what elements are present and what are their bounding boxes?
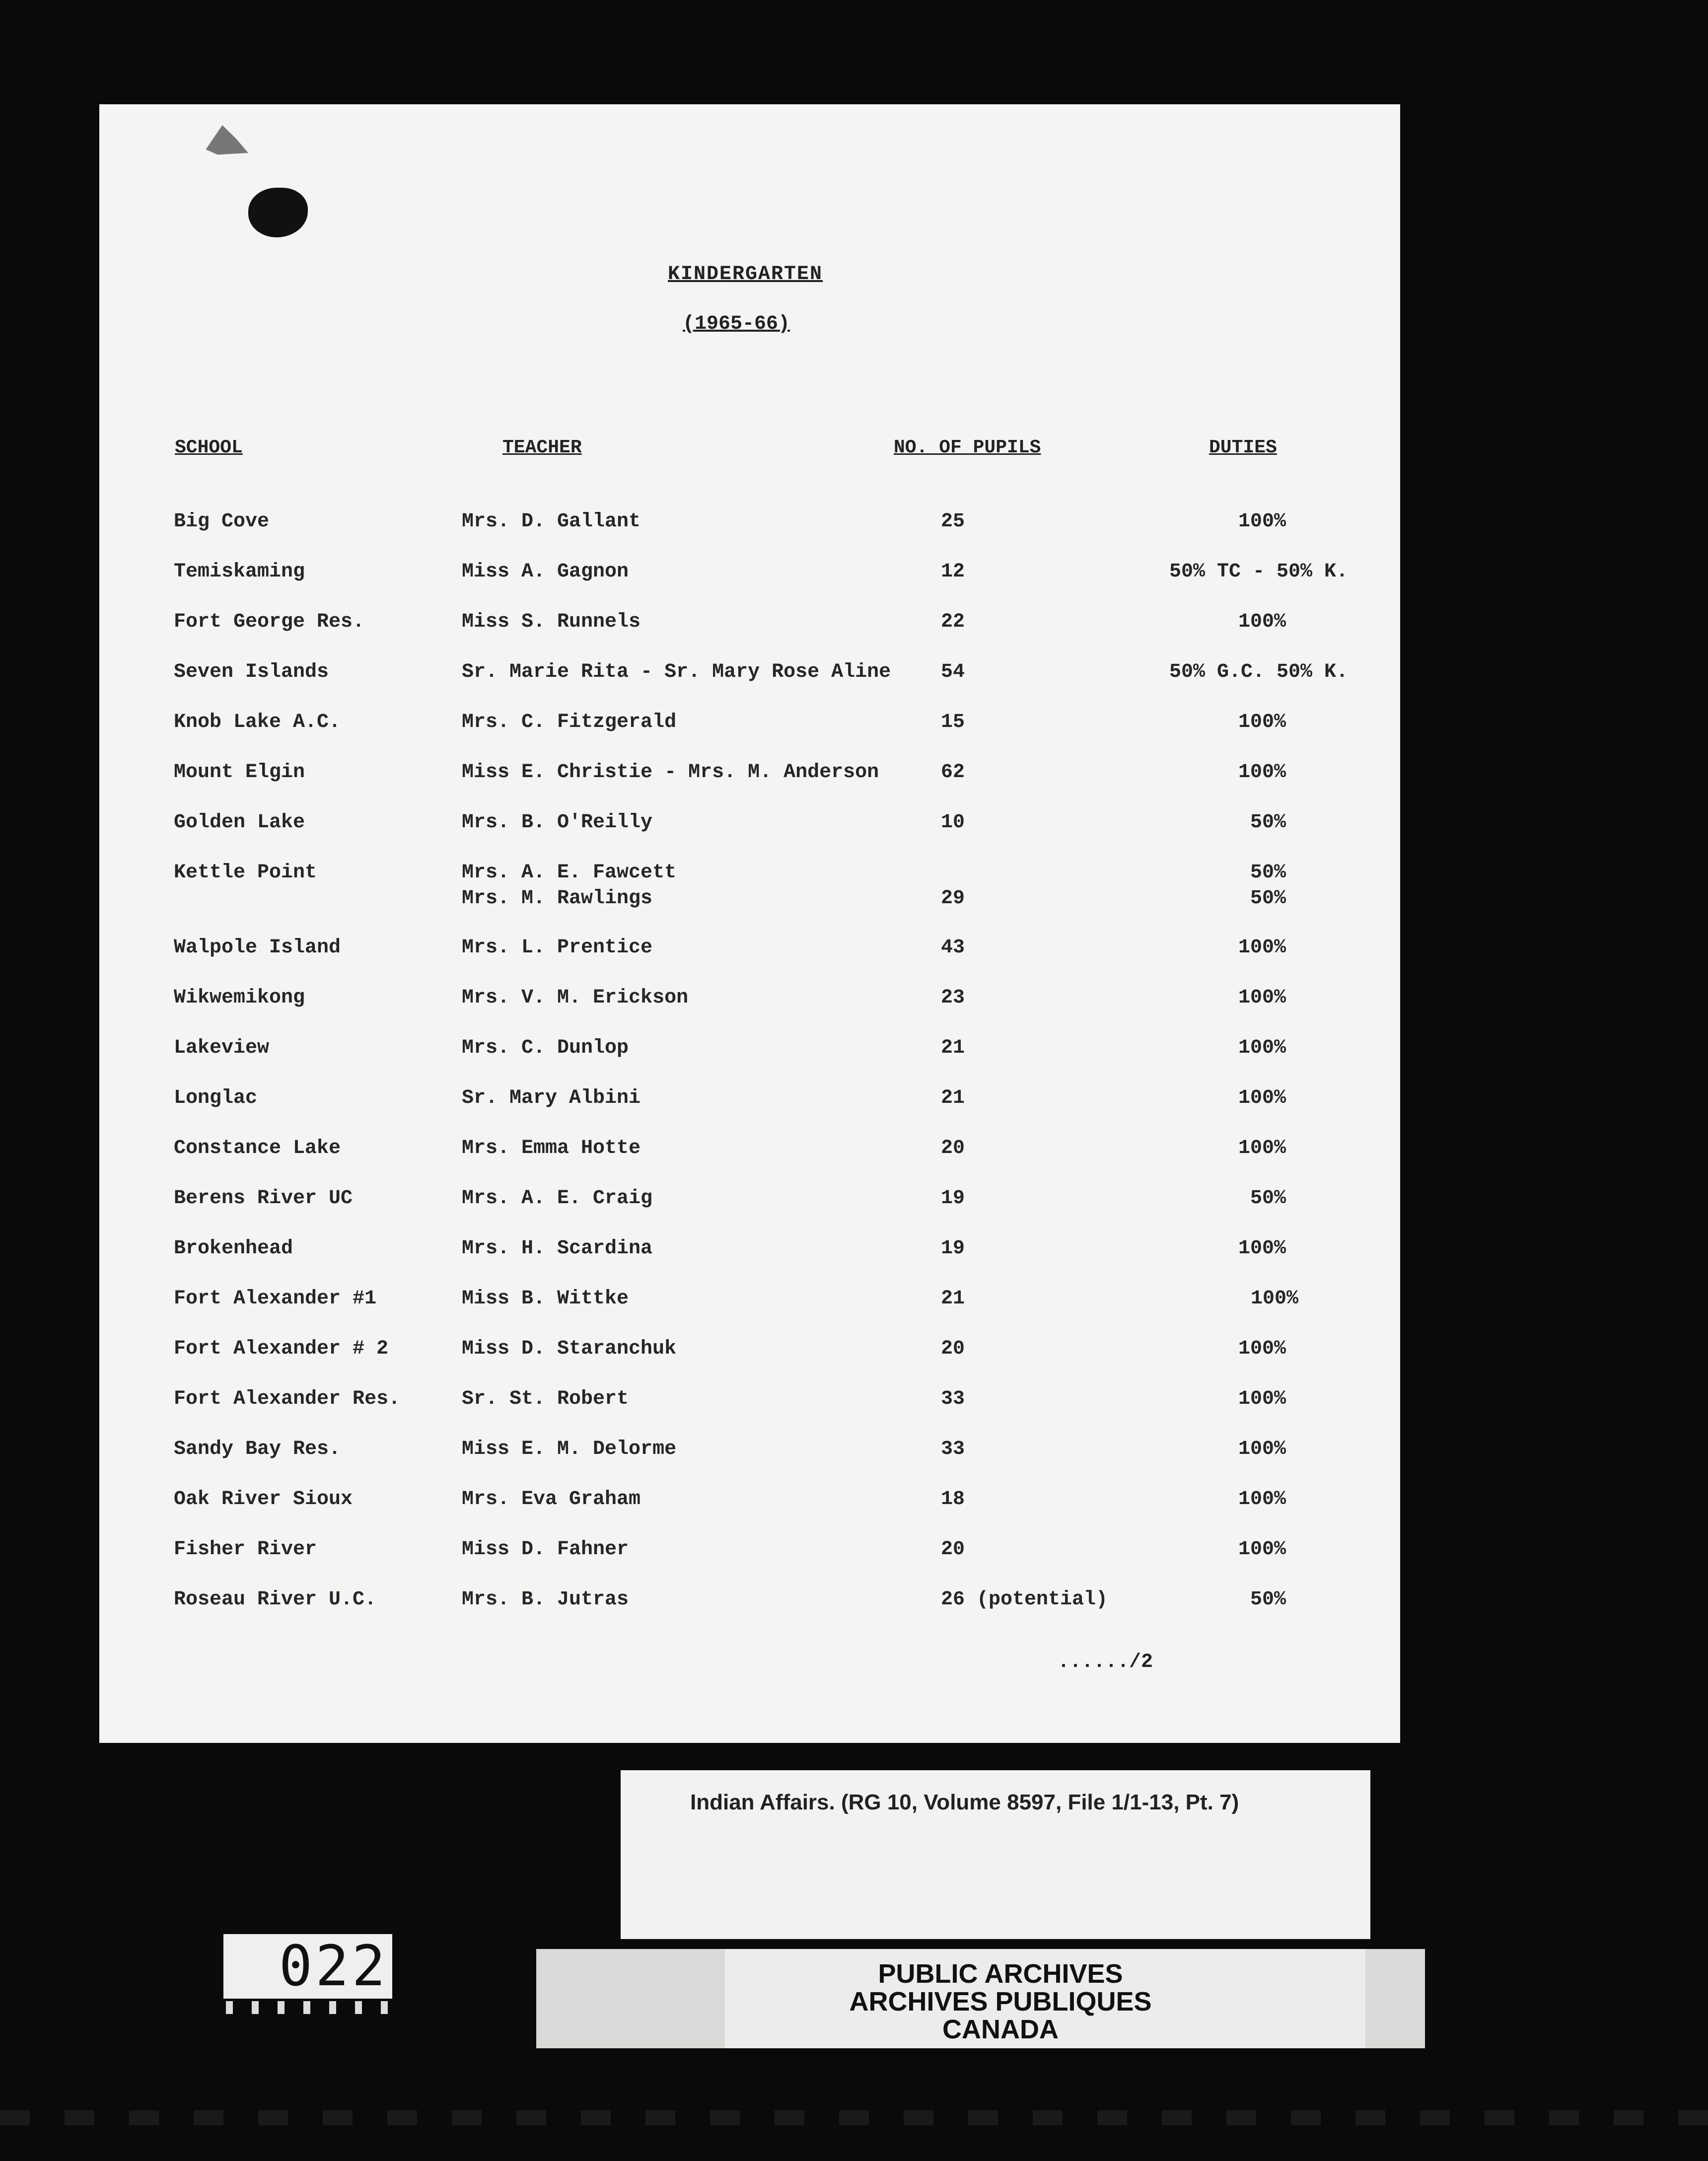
school-cell: Walpole Island	[174, 936, 341, 959]
school-cell: Oak River Sioux	[174, 1488, 353, 1511]
school-cell: Longlac	[174, 1087, 258, 1109]
teacher-cell: Mrs. H. Scardina	[462, 1237, 653, 1260]
table-row	[99, 860, 1400, 915]
document-page	[99, 104, 1400, 1743]
pupils-cell: 54	[941, 661, 965, 683]
duties-cell: 100%	[1238, 1338, 1286, 1360]
table-row	[99, 559, 1400, 589]
table-row	[99, 1286, 1400, 1316]
table-row	[99, 1587, 1400, 1617]
table-row	[99, 935, 1400, 965]
document-year: (1965-66)	[683, 313, 790, 335]
archive-reference-text: Indian Affairs. (RG 10, Volume 8597, File 1/1-13, Pt. 7)	[690, 1790, 1239, 1814]
table-row	[99, 1236, 1400, 1266]
school-cell: Kettle Point	[174, 862, 317, 884]
header-pupils: NO. OF PUPILS	[894, 437, 1041, 458]
duties-cell: 100%	[1238, 1237, 1286, 1260]
duties-cell: 100%	[1238, 987, 1286, 1009]
film-perforations	[0, 2110, 1708, 2125]
duties-cell: 100%	[1238, 611, 1286, 633]
teacher-cell: Mrs. M. Rawlings	[462, 887, 653, 910]
teacher-cell: Miss D. Staranchuk	[462, 1338, 677, 1360]
table-row	[99, 1487, 1400, 1516]
teacher-cell: Mrs. A. E. Craig	[462, 1187, 653, 1210]
table-row	[99, 1186, 1400, 1216]
pupils-cell: 62	[941, 761, 965, 784]
pupils-cell: 26 (potential)	[941, 1588, 1108, 1611]
table-row	[99, 609, 1400, 639]
stamp-line: ARCHIVES PUBLIQUES	[849, 1987, 1152, 2017]
header-duties: DUTIES	[1209, 437, 1277, 458]
table-row	[99, 1336, 1400, 1366]
teacher-cell: Mrs. C. Fitzgerald	[462, 711, 677, 733]
pupils-cell: 33	[941, 1438, 965, 1460]
duties-cell: 50% G.C. 50% K.	[1169, 661, 1348, 683]
duties-cell: 50%	[1250, 811, 1286, 834]
pupils-cell: 12	[941, 561, 965, 583]
school-cell: Fisher River	[174, 1538, 317, 1561]
duties-cell: 100%	[1238, 761, 1286, 784]
duties-cell: 100%	[1238, 1438, 1286, 1460]
school-cell: Golden Lake	[174, 811, 305, 834]
archive-stamp-strip	[536, 1949, 1425, 2048]
duties-cell: 50%	[1250, 1588, 1286, 1611]
school-cell: Constance Lake	[174, 1137, 341, 1159]
school-cell: Fort Alexander #1	[174, 1288, 377, 1310]
teacher-cell: Miss B. Wittke	[462, 1288, 629, 1310]
school-cell: Knob Lake A.C.	[174, 711, 341, 733]
school-cell: Seven Islands	[174, 661, 329, 683]
duties-cell: 100%	[1238, 1137, 1286, 1159]
teacher-cell: Mrs. Emma Hotte	[462, 1137, 641, 1159]
pupils-cell: 19	[941, 1187, 965, 1210]
table-row	[99, 659, 1400, 689]
paper-damage-mark	[201, 122, 248, 156]
school-cell: Fort George Res.	[174, 611, 365, 633]
pupils-cell: 29	[941, 887, 965, 910]
stamp-line: PUBLIC ARCHIVES	[878, 1959, 1123, 1989]
pupils-cell: 43	[941, 936, 965, 959]
duties-cell: 100%	[1238, 1037, 1286, 1059]
archive-reference-label	[621, 1770, 1370, 1939]
table-row	[99, 710, 1400, 739]
pupils-cell: 21	[941, 1037, 965, 1059]
teacher-cell: Mrs. V. M. Erickson	[462, 987, 689, 1009]
duties-cell: 100%	[1238, 1388, 1286, 1410]
pupils-cell: 21	[941, 1288, 965, 1310]
school-cell: Sandy Bay Res.	[174, 1438, 341, 1460]
duties-cell: 100%	[1250, 1288, 1298, 1310]
stamp-line: CANADA	[942, 2015, 1059, 2044]
duties-cell: 100%	[1238, 1488, 1286, 1511]
pupils-cell: 20	[941, 1137, 965, 1159]
teacher-cell: Mrs. Eva Graham	[462, 1488, 641, 1511]
table-row	[99, 1035, 1400, 1065]
duties-cell: 100%	[1238, 936, 1286, 959]
pupils-cell: 25	[941, 510, 965, 533]
duties-cell: 50% TC - 50% K.	[1169, 561, 1348, 583]
school-cell: Berens River UC	[174, 1187, 353, 1210]
teacher-cell: Miss S. Runnels	[462, 611, 641, 633]
pupils-cell: 18	[941, 1488, 965, 1511]
teacher-cell: Mrs. B. O'Reilly	[462, 811, 653, 834]
archive-stamp-text	[725, 1960, 1365, 2043]
pupils-cell: 20	[941, 1538, 965, 1561]
duties-cell: 50%	[1250, 1187, 1286, 1210]
header-school: SCHOOL	[175, 437, 243, 458]
table-row	[99, 1437, 1400, 1466]
teacher-cell: Mrs. D. Gallant	[462, 510, 641, 533]
duties-cell: 50%	[1250, 887, 1286, 910]
teacher-cell: Sr. Marie Rita - Sr. Mary Rose Aline	[462, 661, 891, 683]
teacher-cell: Mrs. A. E. Fawcett	[462, 862, 677, 884]
teacher-cell: Sr. St. Robert	[462, 1388, 629, 1410]
pupils-cell: 19	[941, 1237, 965, 1260]
school-cell: Brokenhead	[174, 1237, 293, 1260]
table-row	[99, 810, 1400, 840]
teacher-cell: Mrs. C. Dunlop	[462, 1037, 629, 1059]
pupils-cell: 22	[941, 611, 965, 633]
archive-stamp	[725, 1949, 1365, 2048]
table-row	[99, 1386, 1400, 1416]
table-row	[99, 1136, 1400, 1165]
ink-blot	[248, 188, 308, 237]
pupils-cell: 20	[941, 1338, 965, 1360]
school-cell: Mount Elgin	[174, 761, 305, 784]
table-row	[99, 985, 1400, 1015]
teacher-cell: Sr. Mary Albini	[462, 1087, 641, 1109]
school-cell: Big Cove	[174, 510, 270, 533]
microfilm-frame-number: 022	[223, 1934, 392, 1999]
film-ticks	[226, 2001, 390, 2014]
school-cell: Temiskaming	[174, 561, 305, 583]
duties-cell: 100%	[1238, 1538, 1286, 1561]
document-title: KINDERGARTEN	[668, 263, 823, 286]
teacher-cell: Mrs. L. Prentice	[462, 936, 653, 959]
school-cell: Wikwemikong	[174, 987, 305, 1009]
pupils-cell: 10	[941, 811, 965, 834]
pupils-cell: 33	[941, 1388, 965, 1410]
table-row	[99, 1085, 1400, 1115]
duties-cell: 50%	[1250, 862, 1286, 884]
school-cell: Roseau River U.C.	[174, 1588, 377, 1611]
header-teacher: TEACHER	[502, 437, 582, 458]
teacher-cell: Miss D. Fahner	[462, 1538, 629, 1561]
duties-cell: 100%	[1238, 510, 1286, 533]
table-row	[99, 760, 1400, 790]
duties-cell: 100%	[1238, 711, 1286, 733]
table-row	[99, 509, 1400, 539]
pupils-cell: 23	[941, 987, 965, 1009]
duties-cell: 100%	[1238, 1087, 1286, 1109]
teacher-cell: Mrs. B. Jutras	[462, 1588, 629, 1611]
teacher-cell: Miss E. Christie - Mrs. M. Anderson	[462, 761, 879, 784]
pupils-cell: 15	[941, 711, 965, 733]
table-row	[99, 1537, 1400, 1567]
teacher-cell: Miss E. M. Delorme	[462, 1438, 677, 1460]
school-cell: Fort Alexander # 2	[174, 1338, 389, 1360]
school-cell: Lakeview	[174, 1037, 270, 1059]
pupils-cell: 21	[941, 1087, 965, 1109]
teacher-cell: Miss A. Gagnon	[462, 561, 629, 583]
school-cell: Fort Alexander Res.	[174, 1388, 401, 1410]
continuation-marker: ....../2	[1058, 1651, 1153, 1673]
